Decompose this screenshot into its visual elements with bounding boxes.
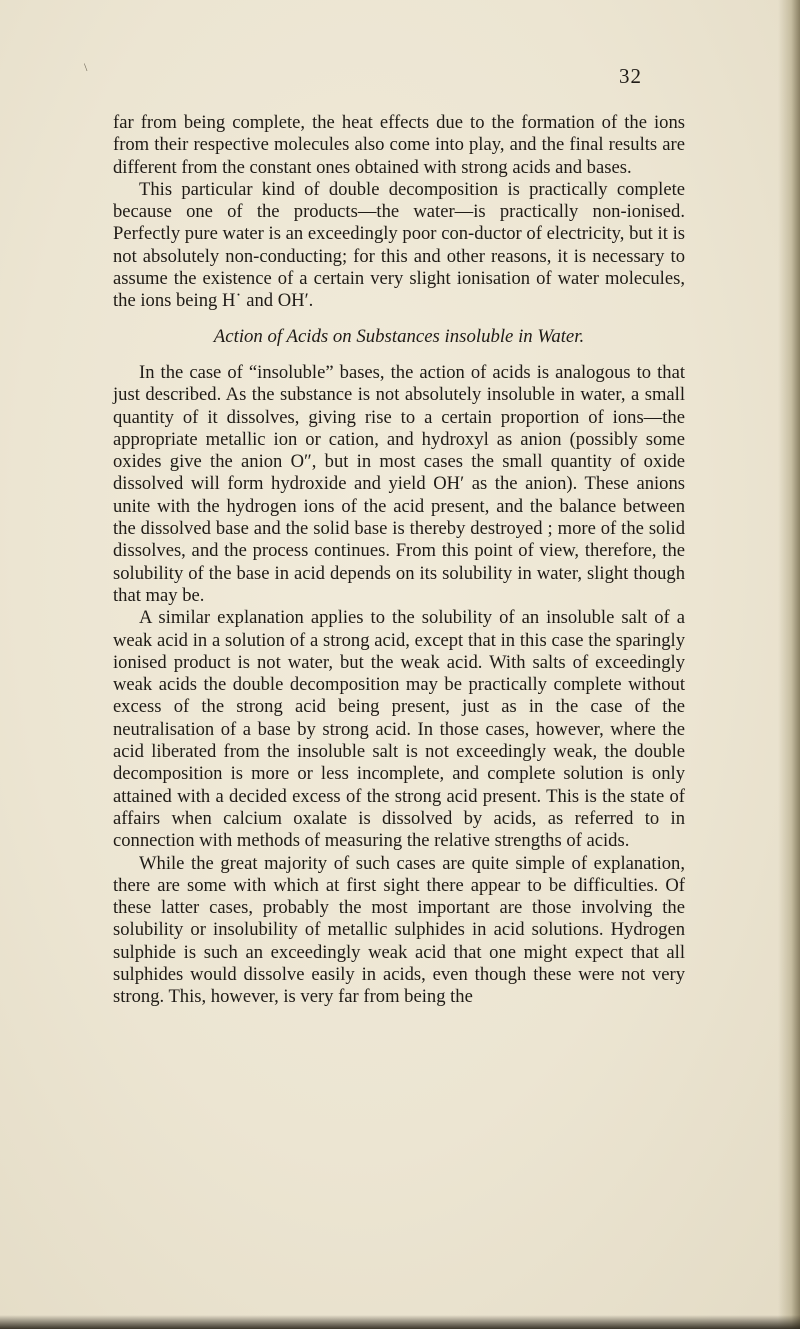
paragraph-metallic-sulphides: While the great majority of such cases are quite simple of explanation, there are some with which at first sight there appear to be difficulties. Of these latter cases, probably the most important are those involving the solubility or insolubility of metallic sulphides in acid solutions. Hydrogen sulphide is such an exceedingly weak acid that one might expect that all sulphides would dissolve easily in acids, even though these were not very strong. This, however, is very far from being the [113, 852, 685, 1008]
page-edge-shadow [778, 0, 800, 1329]
corner-pencil-mark: \ [84, 60, 88, 74]
section-heading: Action of Acids on Substances insoluble in Water. [213, 325, 585, 347]
page-bottom-shadow [0, 1315, 800, 1329]
paragraph-insoluble-salts: A similar explanation applies to the solubility of an insoluble salt of a weak acid in a solution of a strong acid, except that in this case the sparingly ionised product is not water, but the weak acid. With salts of exceedingly weak acids the double decomposition may be practically complete without excess of the strong acid being present, just as in the case of the neutralisation of a base by strong acid. In those cases, however, where the acid liberated from the insoluble salt is not exceedingly weak, the double decomposition is more or less incomplete, and complete solution is only attained with a decided excess of the strong acid present. This is the state of affairs when calcium oxalate is dissolved by acids, as referred to in connection with methods of measuring the relative strengths of acids. [113, 607, 685, 852]
paragraph-continuation: far from being complete, the heat effects due to the formation of the ions from their respective molecules also come into play, and the final results are different from the constant ones obtained with strong acids and bases. [113, 112, 685, 178]
page-number: 32 [619, 64, 642, 88]
paragraph-insoluble-bases: In the case of “insoluble” bases, the action of acids is analogous to that just described. As the substance is not absolutely insoluble in water, a small quantity of it dissolves, giving rise to a certain proportion of ions—the appropriate metallic ion or cation, and hydroxyl as anion (possibly some oxides give the anion O″, but in most cases the small quantity of oxide dissolved will form hydroxide and yield OH′ as the anion). These anions unite with the hydrogen ions of the acid present, and the balance between the dissolved base and the solid base is thereby destroyed ; more of the solid dissolves, and the process continues. From this point of view, therefore, the solubility of the base in acid depends on its solubility in water, slight though that may be. [113, 361, 685, 606]
body-text [113, 112, 685, 1009]
paragraph-ionisation-of-water: This particular kind of double decomposition is practically complete because one of the products—the water—is practically non-ionised. Perfectly pure water is an exceedingly poor con-ductor of electricity, but it is not absolutely non-conducting; for this and other reasons, it is necessary to assume the existence of a certain very slight ionisation of water molecules, the ions being H˙ and OH′. [113, 178, 685, 312]
